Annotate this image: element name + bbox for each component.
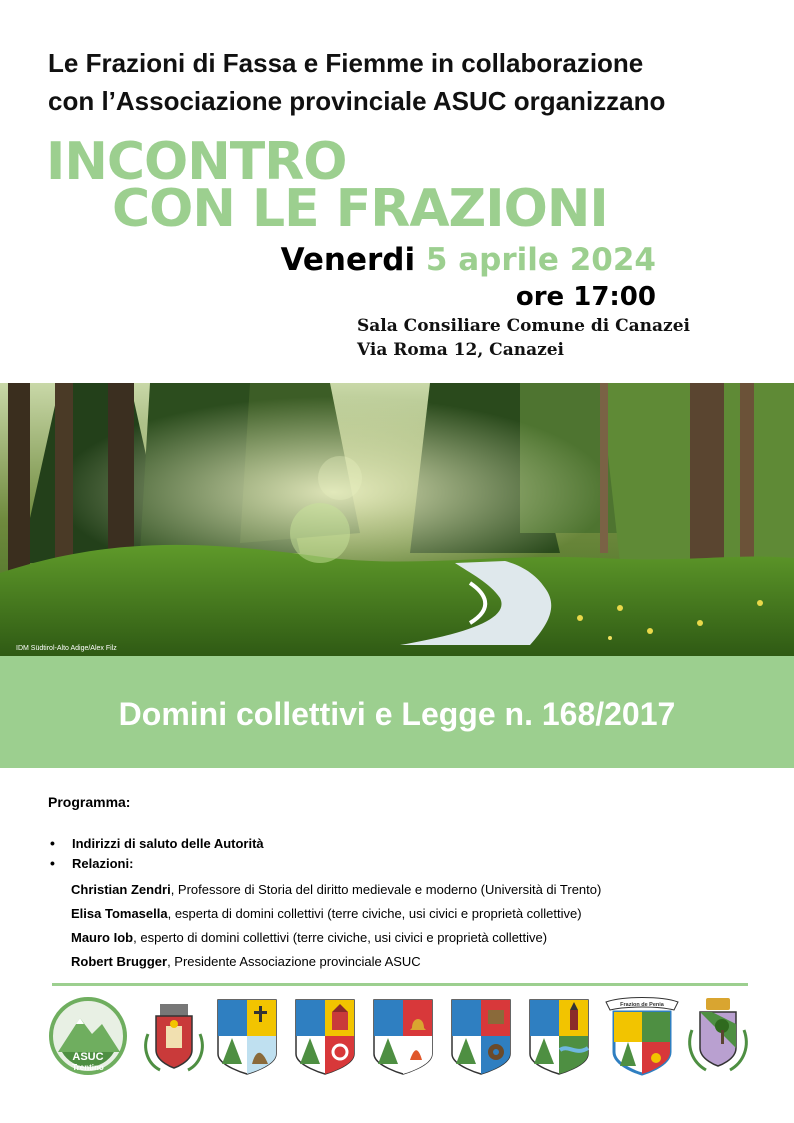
event-date-highlight: 5 aprile 2024: [425, 242, 656, 278]
speaker-item: [71, 950, 748, 974]
event-date: [281, 240, 656, 280]
program-section: [48, 794, 748, 974]
divider: [52, 983, 748, 986]
intro-text: [48, 44, 768, 120]
intro-line-1: Le Frazioni di Fassa e Fiemme in collaborazione: [48, 48, 644, 78]
asuc-trentino-logo: [48, 994, 128, 1078]
program-item-greetings: • Indirizzi di saluto delle Autorità: [48, 834, 748, 854]
forest-photo: [0, 383, 794, 656]
speaker-item: [71, 926, 748, 950]
crest-tower-icon: [290, 994, 370, 1078]
crest-cross-icon: [212, 994, 292, 1078]
speaker-role: , Professore di Storia del diritto medievale e moderno (Università di Trento): [170, 882, 602, 897]
speaker-role: , esperto di domini collettivi (terre civiche, usi civici e proprietà collettive): [133, 930, 548, 945]
event-time: ore 17:00: [515, 282, 656, 312]
photo-credit: IDM Südtirol-Alto Adige/Alex Filz: [16, 645, 117, 652]
venue-line-1: Sala Consiliare Comune di Canazei: [357, 316, 690, 336]
speaker-name: Robert Brugger: [71, 954, 168, 969]
topic-title: Domini collettivi e Legge n. 168/2017: [118, 696, 676, 732]
intro-line-2: con l’Associazione provinciale ASUC organizzano: [48, 86, 666, 116]
speaker-role: , Presidente Associazione provinciale ASUC: [167, 954, 421, 969]
venue-line-2: Via Roma 12, Canazei: [357, 340, 565, 360]
speaker-name: Christian Zendri: [71, 882, 171, 897]
logo-strip: [48, 994, 748, 1078]
program-item-talks: • Relazioni:: [48, 854, 748, 874]
ribbon-text: Frazion de Penia: [620, 1002, 664, 1008]
crest-castle-icon: [134, 994, 214, 1078]
asuc-logo-text: ASUC: [72, 1051, 104, 1063]
event-venue: [357, 314, 690, 362]
title-line-1: INCONTRO: [46, 132, 347, 192]
program-title: Programma:: [48, 794, 131, 810]
crest-bell-icon: [368, 994, 448, 1078]
event-day: Venerdi: [280, 242, 416, 278]
speaker-item: [71, 878, 748, 902]
asuc-logo-subtext: Trentino: [72, 1063, 104, 1072]
speaker-list: [48, 878, 748, 974]
speaker-role: , esperta di domini collettivi (terre civiche, usi civici e proprietà collettive): [167, 906, 582, 921]
title-line-2: CON LE FRAZIONI: [112, 179, 608, 239]
topic-band: [0, 656, 794, 768]
crest-wheel-icon: [446, 994, 526, 1078]
crest-tree-icon: [678, 994, 758, 1078]
crest-church-icon: [524, 994, 604, 1078]
crest-penia-icon: [602, 994, 682, 1078]
speaker-name: Mauro Iob: [71, 930, 134, 945]
speaker-name: Elisa Tomasella: [71, 906, 168, 921]
forest-stream-image: [0, 383, 794, 656]
speaker-item: [71, 902, 748, 926]
